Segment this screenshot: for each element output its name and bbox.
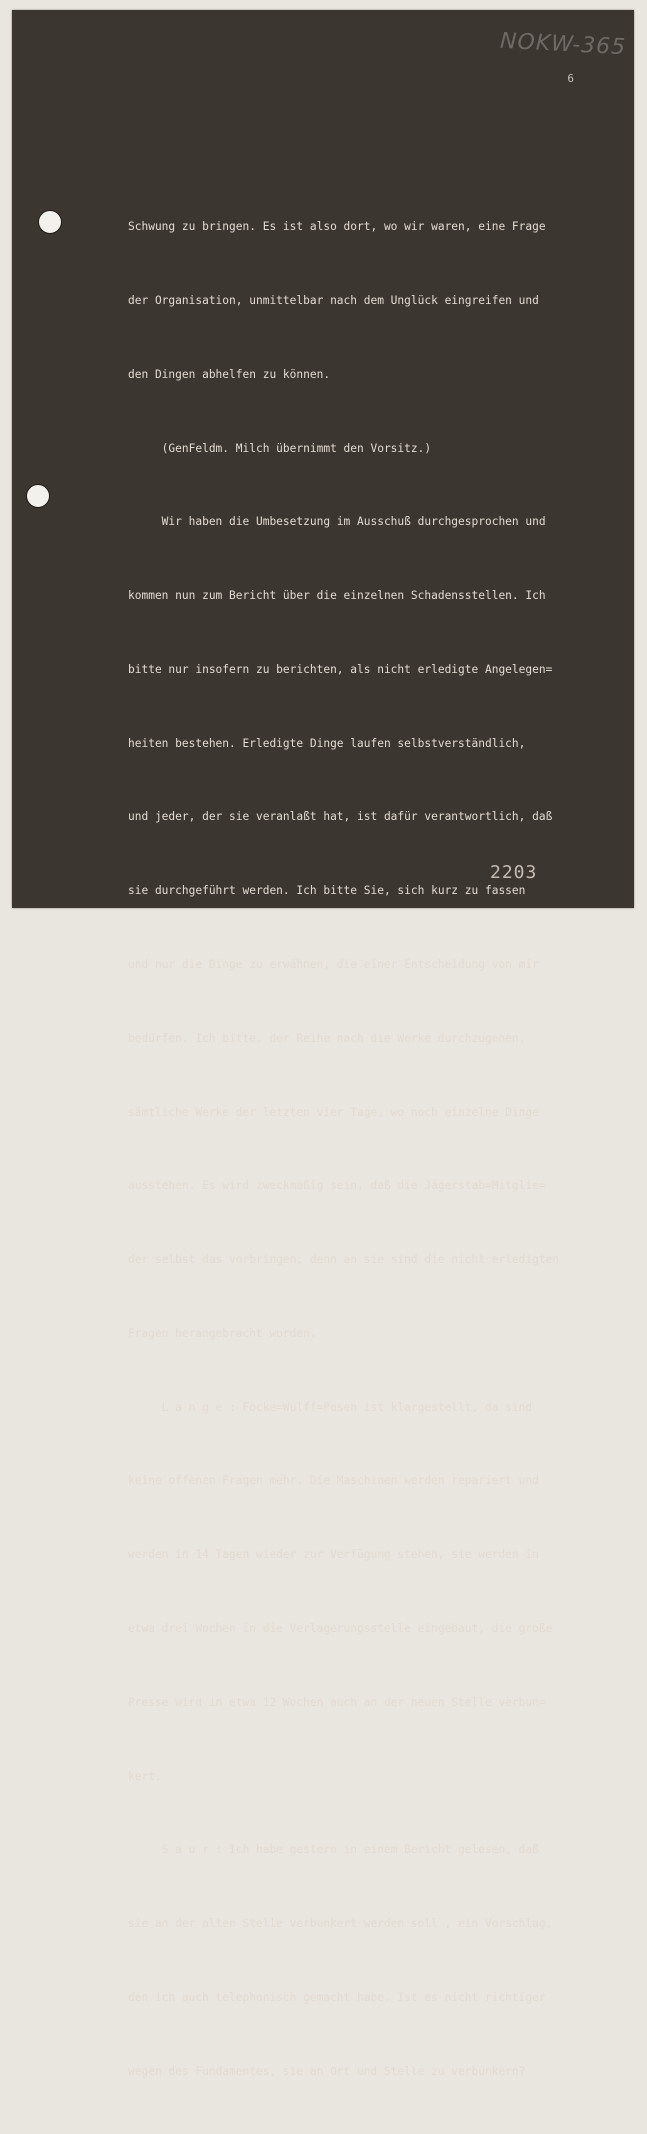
page-number: 6 xyxy=(567,72,574,85)
folio-number: 2203 xyxy=(490,862,538,883)
text-line: ausstehen. Es wird zweckmäßig sein, daß die Jägerstab=Mitglie= xyxy=(128,1179,546,1193)
text-line: kommen nun zum Bericht über die einzelnen Schadensstellen. Ich xyxy=(128,589,546,603)
text-line: sämtliche Werke der letzten vier Tage, wo noch einzelne Dinge xyxy=(128,1105,539,1119)
text-line: Wir haben die Umbesetzung im Ausschuß durchgesprochen und xyxy=(128,515,546,529)
text-line: kert. xyxy=(128,1769,162,1783)
text-line: der Organisation, unmittelbar nach dem Unglück eingreifen und xyxy=(128,293,539,307)
archive-stamp: NOKW-365 xyxy=(499,28,627,61)
document-body xyxy=(128,166,590,2134)
text-line: und nur die Dinge zu erwähnen, die einer Entscheidung von mir xyxy=(128,958,539,971)
document-page xyxy=(12,10,634,2078)
text-line: keine offenen Fragen mehr. Die Maschinen werden repariert und xyxy=(128,1474,539,1488)
punch-hole xyxy=(26,484,50,508)
text-line: sie durchgeführt werden. Ich bitte Sie, sich kurz zu fassen xyxy=(128,884,526,898)
text-line: sie an der alten Stelle verbunkert werden soll , ein Vorschlag, xyxy=(128,1917,553,1931)
text-line: der selbst das vorbringen; denn an sie sind die nicht erledigten xyxy=(128,1253,560,1267)
text-line: S a u r : Ich habe gestern in einem Bericht gelesen, daß xyxy=(128,1843,539,1857)
text-line: heiten bestehen. Erledigte Dinge laufen selbstverständlich, xyxy=(128,736,526,750)
text-line: Schwung zu bringen. Es ist also dort, wo wir waren, eine Frage xyxy=(128,220,546,234)
text-line: Presse wird in etwa 12 Wochen auch an der neuen Stelle verbun= xyxy=(128,1695,546,1709)
text-line: Fragen herangebracht worden. xyxy=(128,1326,317,1340)
text-line: werden in 14 Tagen wieder zur Verfügung stehen, sie werden in xyxy=(128,1548,539,1562)
text-line: den Dingen abhelfen zu können. xyxy=(128,367,331,381)
text-line: etwa drei Wochen in die Verlagerungsstelle eingebaut, die große xyxy=(128,1622,553,1636)
punch-hole xyxy=(38,210,62,234)
text-line: L a n g e : Focke=Wulff=Posen ist klargestellt, da sind xyxy=(128,1400,533,1414)
text-line: den ich auch telephonisch gemacht habe. Ist es nicht richtiger xyxy=(128,1990,546,2004)
text-line: (GenFeldm. Milch übernimmt den Vorsitz.) xyxy=(128,441,432,455)
text-line: bitte nur insofern zu berichten, als nicht erledigte Angelegen= xyxy=(128,662,553,676)
text-line: und jeder, der sie veranlaßt hat, ist dafür verantwortlich, daß xyxy=(128,810,553,824)
text-line: bedürfen. Ich bitte, der Reihe nach die Werke durchzugehen, xyxy=(128,1031,526,1045)
text-line: wegen des Fundamentes, sie an Ort und Stelle zu verbunkern? xyxy=(128,2064,526,2078)
